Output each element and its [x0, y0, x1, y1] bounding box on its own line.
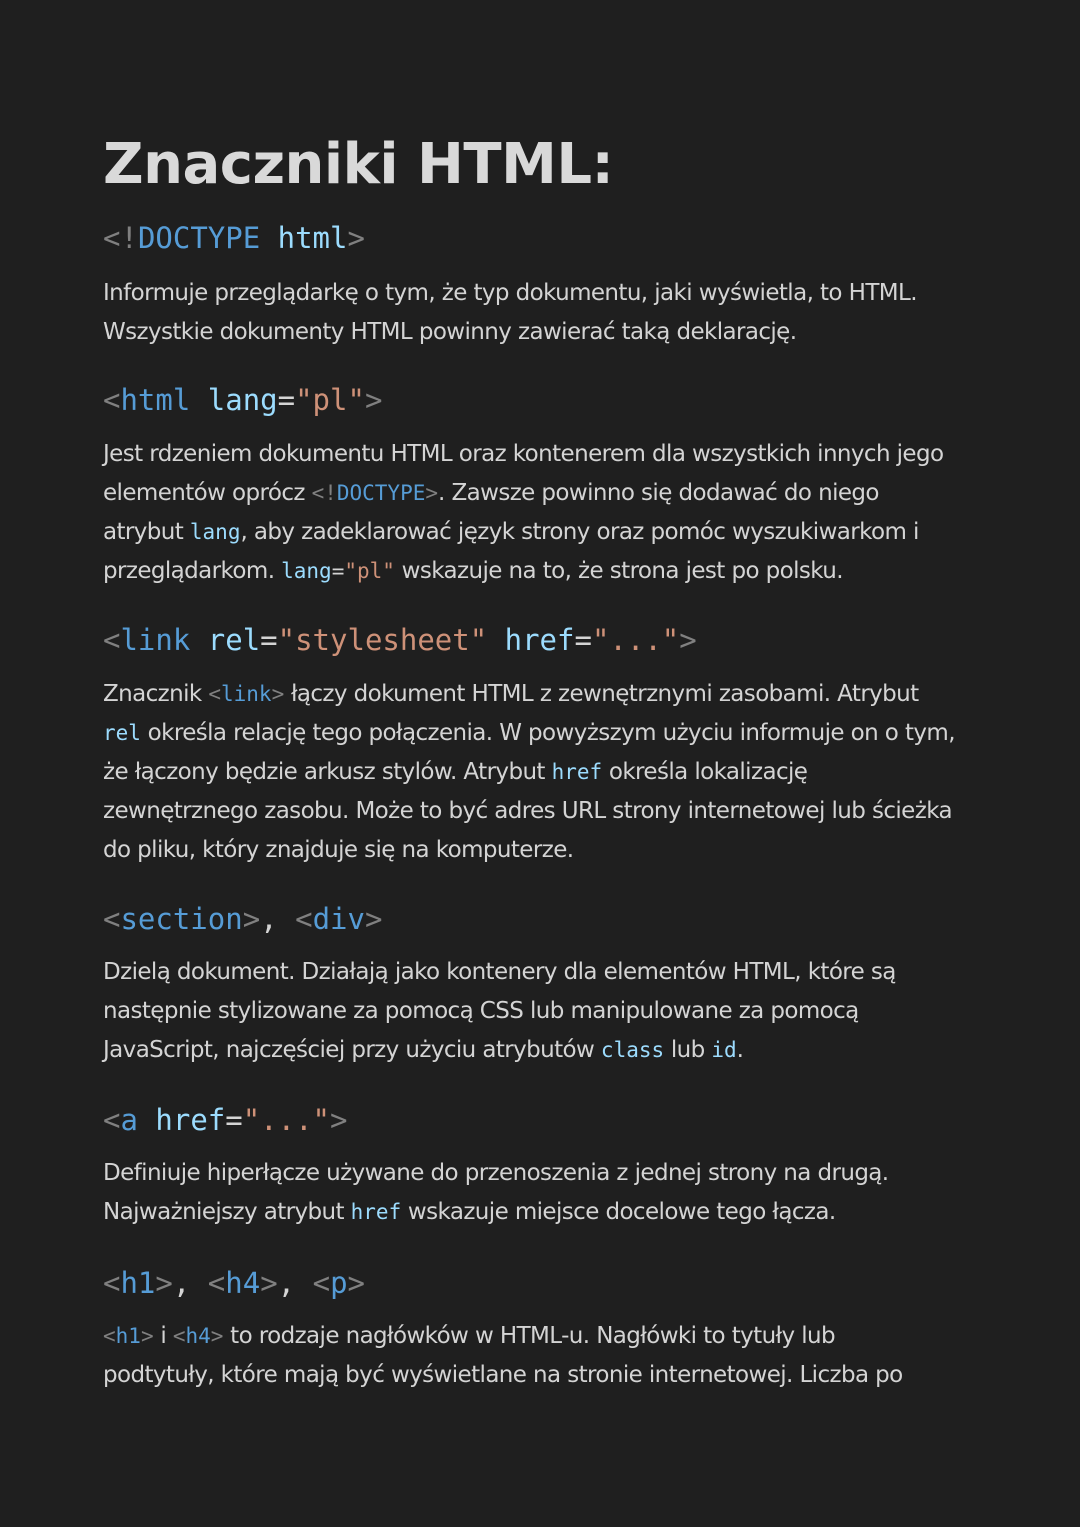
text: łączy dokument HTML z zewnętrznymi zasobami. Atrybut [284, 681, 919, 707]
code-punct: > [347, 1266, 365, 1300]
code-punct: ! [120, 221, 138, 255]
text: określa lokalizację [602, 759, 808, 785]
code-punct: < [103, 1103, 121, 1137]
code-heading-html [103, 382, 382, 418]
code-punct: < [103, 221, 121, 255]
code-punct: < [103, 1324, 116, 1348]
code-punct: < [103, 1266, 121, 1300]
code-heading-section-div [103, 901, 382, 937]
code-punct: < [207, 1266, 226, 1300]
code-attr: href [155, 1103, 226, 1137]
code-attr: lang [207, 383, 278, 417]
code-attr: class [600, 1038, 665, 1062]
code-punct: > [260, 1266, 278, 1300]
code-punct: = [277, 383, 296, 417]
code-punct: = [331, 559, 345, 583]
code-tag: h1 [115, 1324, 141, 1348]
text-line [103, 474, 983, 513]
code-tag: DOCTYPE [336, 481, 426, 505]
text: wskazuje miejsce docelowe tego łącza. [401, 1199, 836, 1225]
code-punct: > [155, 1266, 173, 1300]
code-punct: > [364, 383, 383, 417]
text: elementów oprócz [103, 480, 312, 506]
description-doctype [103, 274, 983, 352]
text: . [736, 1037, 744, 1063]
code-punct: , [260, 902, 278, 936]
text: wskazuje na to, że strona jest po polsku. [394, 558, 843, 584]
description-html [103, 435, 983, 591]
text: lub [664, 1037, 712, 1063]
code-attr: html [277, 221, 348, 255]
text-line: Definiuje hiperłącze używane do przenoszenia z jednej strony na drugą. [103, 1160, 889, 1186]
text: atrybut [103, 519, 190, 545]
code-attr: rel [103, 721, 141, 745]
code-attr: id [711, 1038, 737, 1062]
text-line: podtytuły, które mają być wyświetlane na stronie internetowej. Liczba po [103, 1362, 903, 1388]
code-punct: <! [311, 481, 337, 505]
code-punct: , [277, 1266, 296, 1300]
code-tag: DOCTYPE [137, 221, 261, 255]
code-punct: > [679, 623, 697, 657]
text: Najważniejszy atrybut [103, 1199, 351, 1225]
description-a [103, 1154, 983, 1232]
code-punct: > [210, 1324, 224, 1348]
text-line [103, 1031, 983, 1070]
code-heading-doctype [103, 220, 365, 256]
code-attr: lang [189, 520, 241, 544]
text-line [103, 552, 983, 591]
code-tag: p [330, 1266, 348, 1300]
text-line [103, 1193, 983, 1232]
code-attr: rel [207, 623, 261, 657]
code-punct: = [225, 1103, 243, 1137]
code-tag: link [221, 682, 272, 706]
code-tag: a [120, 1103, 138, 1137]
text-line [103, 675, 983, 714]
code-punct: < [103, 902, 121, 936]
text: JavaScript, najczęściej przy użyciu atrybutów [103, 1037, 601, 1063]
code-punct: , [172, 1266, 191, 1300]
code-punct: > [271, 682, 285, 706]
code-string: "stylesheet" [277, 623, 488, 657]
text: określa relację tego połączenia. W powyższym użyciu informuje on o tym, [140, 720, 955, 746]
text-line [103, 753, 983, 792]
text: . Zawsze powinno się dodawać do niego [438, 480, 879, 506]
code-punct: > [347, 221, 365, 255]
code-tag: h4 [185, 1324, 211, 1348]
code-string: "..." [591, 623, 680, 657]
code-heading-link [103, 622, 697, 658]
code-punct: < [312, 1266, 331, 1300]
code-heading-headings [103, 1265, 365, 1301]
text-line [103, 714, 983, 753]
text-line: zewnętrznego zasobu. Może to być adres URL strony internetowej lub ścieżka [103, 798, 953, 824]
code-tag: section [120, 902, 243, 936]
text-line: Jest rdzeniem dokumentu HTML oraz kontenerem dla wszystkich innych jego [103, 441, 944, 467]
code-punct: > [425, 481, 439, 505]
text-line: Dzielą dokument. Działają jako kontenery dla elementów HTML, które są [103, 959, 896, 985]
code-string: "..." [242, 1103, 331, 1137]
code-tag: div [312, 902, 365, 936]
code-tag: h1 [120, 1266, 156, 1300]
code-tag: link [120, 623, 191, 657]
code-attr: lang [281, 559, 332, 583]
text-line: Wszystkie dokumenty HTML powinny zawierać taką deklarację. [103, 319, 797, 345]
description-section-div [103, 953, 983, 1070]
code-punct: < [172, 1324, 186, 1348]
text: przeglądarkom. [103, 558, 282, 584]
text: Znacznik [103, 681, 209, 707]
text: to rodzaje nagłówków w HTML-u. Nagłówki to tytuły lub [223, 1323, 835, 1349]
text-line: Informuje przeglądarkę o tym, że typ dokumentu, jaki wyświetla, to HTML. [103, 280, 917, 306]
code-punct: < [208, 682, 221, 706]
text-line: następnie stylizowane za pomocą CSS lub manipulowane za pomocą [103, 998, 859, 1024]
code-punct: > [364, 902, 383, 936]
description-link [103, 675, 983, 870]
text: że łączony będzie arkusz stylów. Atrybut [103, 759, 552, 785]
code-punct: > [140, 1324, 154, 1348]
text: , aby zadeklarować język strony oraz pomóc wyszukiwarkom i [240, 519, 919, 545]
code-punct: > [242, 902, 261, 936]
description-headings [103, 1317, 983, 1395]
text-line [103, 1317, 983, 1356]
code-tag: h4 [225, 1266, 261, 1300]
code-punct: = [574, 623, 592, 657]
page-title: Znaczniki HTML: [103, 132, 614, 197]
code-attr: href [551, 760, 603, 784]
code-punct: < [103, 383, 121, 417]
code-punct: < [103, 623, 121, 657]
code-heading-a [103, 1102, 348, 1138]
text: i [153, 1323, 173, 1349]
code-punct: = [260, 623, 278, 657]
code-attr: href [350, 1200, 402, 1224]
text-line: do pliku, który znajduje się na komputerze. [103, 837, 574, 863]
code-attr: href [504, 623, 575, 657]
code-tag: html [120, 383, 191, 417]
code-punct: < [295, 902, 313, 936]
code-string: "pl" [344, 559, 395, 583]
text-line [103, 513, 983, 552]
code-punct: > [330, 1103, 348, 1137]
code-string: "pl" [295, 383, 365, 417]
